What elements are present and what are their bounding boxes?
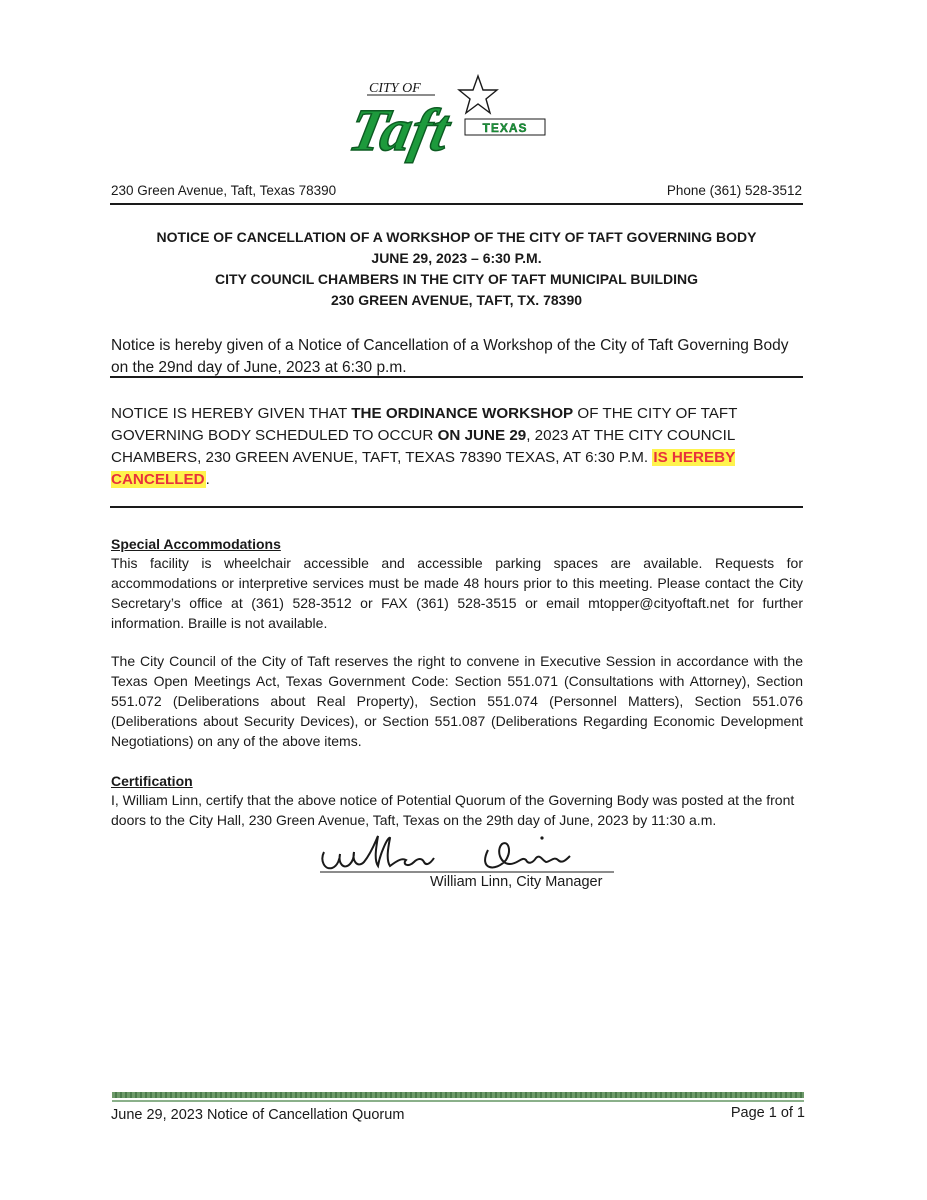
- header-address: 230 Green Avenue, Taft, Texas 78390: [111, 183, 337, 198]
- header-phone: Phone (361) 528-3512: [666, 183, 802, 198]
- title-line-3: CITY COUNCIL CHAMBERS IN THE CITY OF TAFT MUNICIPAL BUILDING: [215, 271, 698, 287]
- star-icon: [459, 76, 497, 113]
- footer-bar-thin: [112, 1100, 804, 1102]
- title-line-2: JUNE 29, 2023 – 6:30 P.M.: [371, 250, 542, 266]
- header-rule: [110, 203, 803, 205]
- notice-bold-workshop: THE ORDINANCE WORKSHOP: [351, 405, 574, 422]
- executive-session-paragraph: The City Council of the City of Taft reserves the right to convene in Executive Session in accordance with the Texas Open Meetings Act, Texas Government Code: Section 551.071 (Consultations with Attorney), Section 551.072 (Deliberations about Real Property), Section 551.074 (Personnel Matters), Section 551.076 (Deliberations about Security Devices), or Section 551.087 (Deliberations Regarding Economic Development Negotiations) on any of the above items.: [111, 653, 803, 749]
- signer-name: William Linn, City Manager: [430, 874, 603, 890]
- certification-body: I, William Linn, certify that the above notice of Potential Quorum of the Governing Body was posted at the front doors to the City Hall, 230 Green Avenue, Taft, Texas on the 29th day of June, 2023 by 11:30 a.m.: [111, 792, 795, 828]
- notice-rule: [110, 506, 803, 508]
- logo-taft-text: Taft: [343, 97, 456, 164]
- notice-bold-date: ON JUNE 29: [437, 427, 527, 444]
- notice-end: .: [205, 471, 210, 488]
- notice-paragraph: [111, 403, 803, 491]
- logo-city-of-text: CITY OF: [369, 81, 421, 96]
- cancelled-highlight: IS HEREBY CANCELLED: [111, 449, 736, 488]
- accommodations-heading: Special Accommodations: [111, 536, 281, 552]
- certification-heading: Certification: [111, 773, 193, 789]
- intro-paragraph: Notice is hereby given of a Notice of Cancellation of a Workshop of the City of Taft Governing Body on the 29nd day of June, 2023 at 6:30 p.m.: [111, 337, 789, 376]
- signature-image: [318, 830, 618, 878]
- title-line-1: NOTICE OF CANCELLATION OF A WORKSHOP OF THE CITY OF TAFT GOVERNING BODY: [156, 229, 757, 245]
- notice-text-3: , 2023 AT THE CITY COUNCIL CHAMBERS, 230 GREEN AVENUE, TAFT, TEXAS 78390 TEXAS, AT 6:30 P.M.: [111, 427, 735, 466]
- footer-page-number: Page 1 of 1: [730, 1105, 805, 1121]
- notice-text-1: NOTICE IS HEREBY GIVEN THAT: [111, 405, 352, 422]
- city-of-taft-logo: [343, 72, 555, 164]
- accommodations-body: This facility is wheelchair accessible and accessible parking spaces are available. Requests for accommodations or interpretive services must be made 48 hours prior to this meeting. Please contact the City Secretary’s office at (361) 528-3512 or FAX (361) 528-3515 or email mtopper@cityoftaft.net for further information. Braille is not available.: [111, 555, 803, 631]
- footer-bar: [112, 1092, 804, 1098]
- intro-rule: [110, 376, 803, 378]
- notice-title: [110, 227, 803, 311]
- title-line-4: 230 GREEN AVENUE, TAFT, TX. 78390: [330, 292, 583, 308]
- footer-document-title: June 29, 2023 Notice of Cancellation Quorum: [111, 1107, 405, 1123]
- notice-text-2: OF THE CITY OF TAFT GOVERNING BODY SCHEDULED TO OCCUR: [111, 405, 738, 444]
- logo-texas-text: TEXAS: [482, 121, 528, 135]
